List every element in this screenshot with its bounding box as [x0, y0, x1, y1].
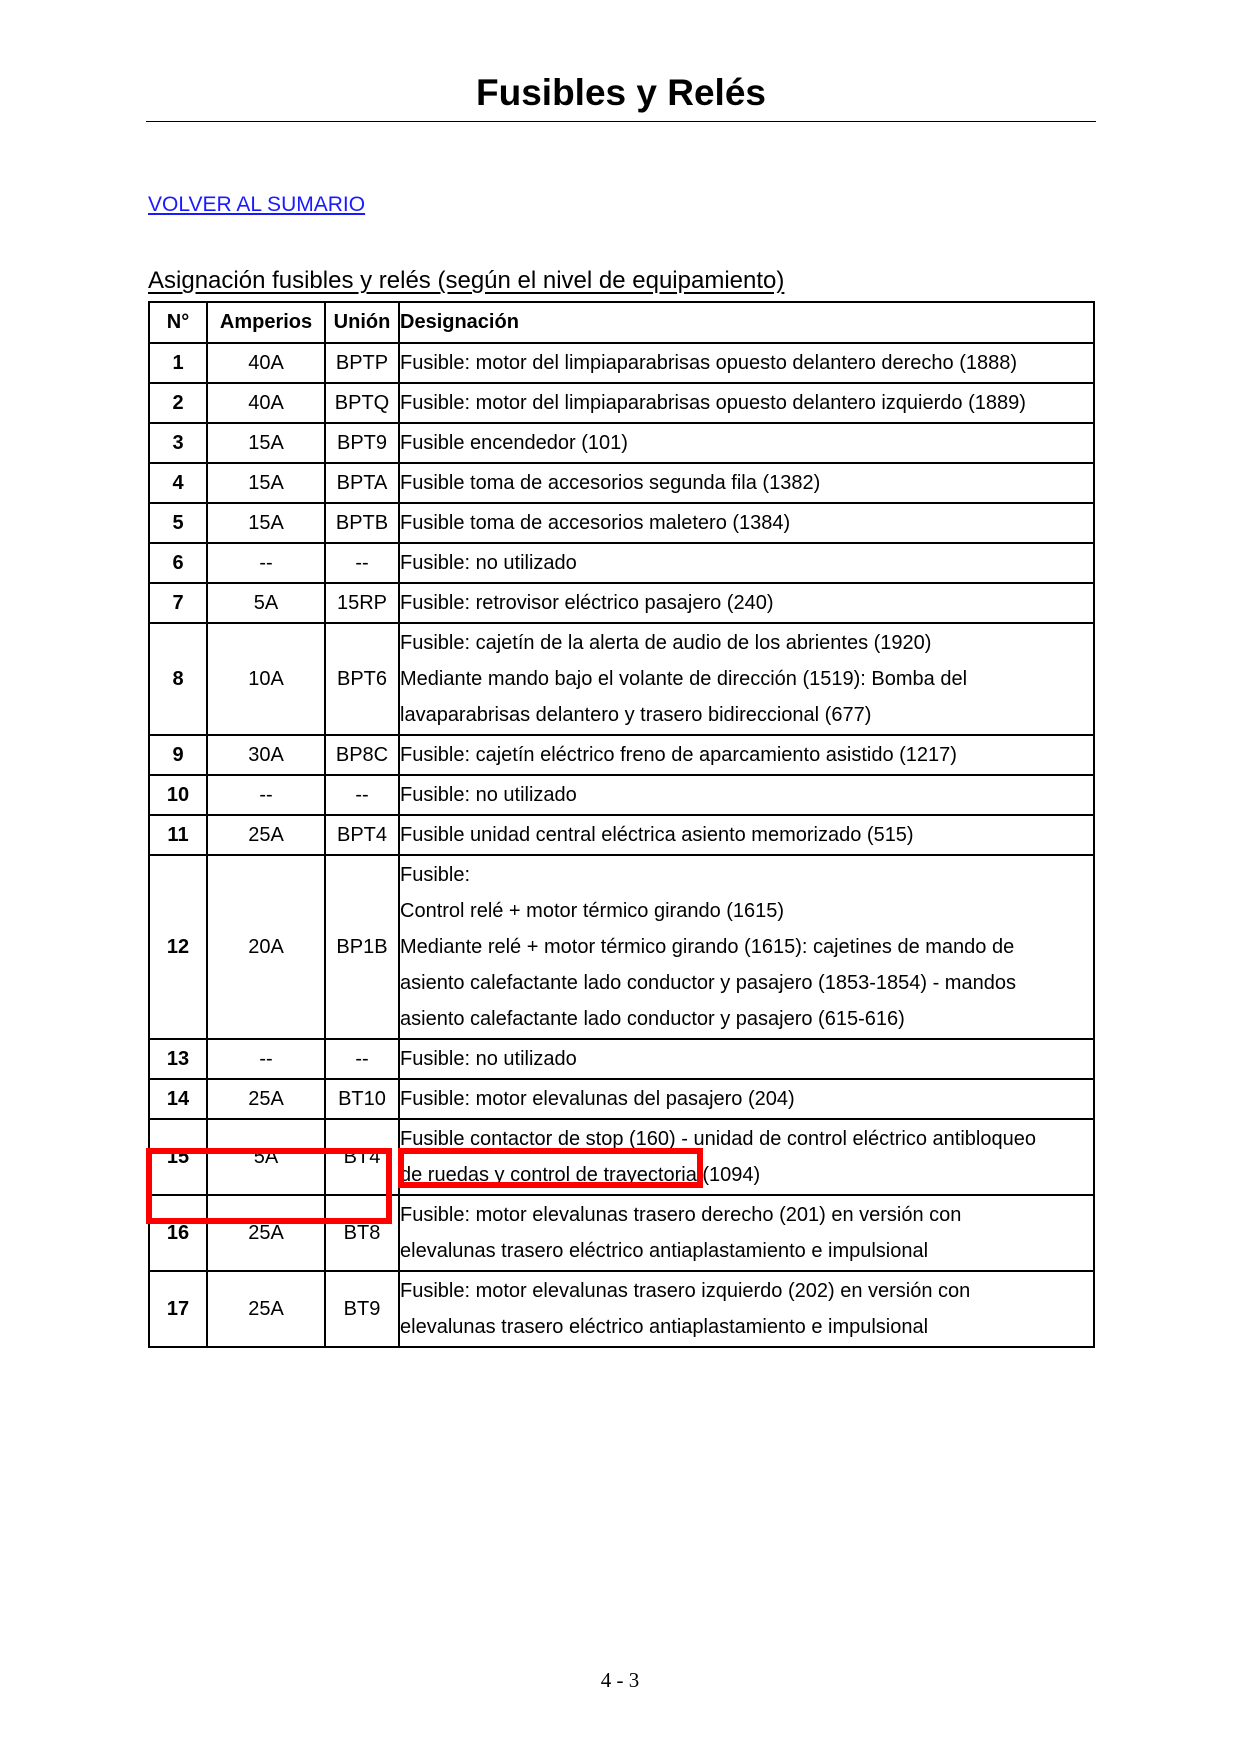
- header-amperios: Amperios: [207, 302, 325, 343]
- table-row: [149, 1271, 1094, 1347]
- designacion-line: elevalunas trasero eléctrico antiaplastamiento e impulsional: [400, 1316, 929, 1338]
- cell-union: BPTQ: [325, 383, 399, 423]
- cell-designacion: [399, 1271, 1094, 1347]
- table-row: [149, 855, 1094, 1039]
- fuse-table-body: [149, 343, 1094, 1347]
- cell-designacion: [399, 543, 1094, 583]
- fuse-table: [148, 301, 1095, 1348]
- cell-union: BPTB: [325, 503, 399, 543]
- designacion-line: Mediante relé + motor térmico girando (1615): cajetines de mando de: [400, 936, 1015, 958]
- table-row: [149, 775, 1094, 815]
- cell-amperios: --: [207, 775, 325, 815]
- designacion-line: Fusible: motor elevalunas trasero derecho (201) en versión con: [400, 1204, 962, 1226]
- cell-designacion: [399, 1039, 1094, 1079]
- designacion-line: Fusible:: [400, 864, 471, 886]
- header-designacion: Designación: [399, 302, 1094, 343]
- cell-n: 9: [149, 735, 207, 775]
- designacion-line: Fusible toma de accesorios segunda fila (1382): [400, 472, 821, 494]
- cell-designacion: [399, 1195, 1094, 1271]
- cell-amperios: 10A: [207, 623, 325, 735]
- table-row: [149, 463, 1094, 503]
- cell-amperios: 5A: [207, 583, 325, 623]
- cell-amperios: 15A: [207, 463, 325, 503]
- cell-designacion: [399, 343, 1094, 383]
- cell-n: 4: [149, 463, 207, 503]
- designacion-line: Fusible: motor elevalunas trasero izquierdo (202) en versión con: [400, 1280, 971, 1302]
- designacion-line: Fusible: cajetín eléctrico freno de aparcamiento asistido (1217): [400, 744, 957, 766]
- designacion-line: Fusible: no utilizado: [400, 784, 577, 806]
- designacion-line: Fusible encendedor (101): [400, 432, 628, 454]
- designacion-line: elevalunas trasero eléctrico antiaplastamiento e impulsional: [400, 1240, 929, 1262]
- designacion-line: lavaparabrisas delantero y trasero bidireccional (677): [400, 704, 872, 726]
- designacion-line: asiento calefactante lado conductor y pasajero (615-616): [400, 1008, 905, 1030]
- cell-amperios: --: [207, 1039, 325, 1079]
- cell-designacion: [399, 855, 1094, 1039]
- cell-n: 17: [149, 1271, 207, 1347]
- table-row: [149, 815, 1094, 855]
- title-divider: [146, 121, 1096, 122]
- designacion-line: Fusible toma de accesorios maletero (1384): [400, 512, 791, 534]
- designacion-line: Fusible: motor elevalunas del pasajero (204): [400, 1088, 795, 1110]
- cell-n: 15: [149, 1119, 207, 1195]
- designacion-line: asiento calefactante lado conductor y pasajero (1853-1854) - mandos: [400, 972, 1016, 994]
- cell-union: BPT6: [325, 623, 399, 735]
- cell-designacion: [399, 423, 1094, 463]
- table-row: [149, 623, 1094, 735]
- cell-designacion: [399, 383, 1094, 423]
- cell-amperios: 25A: [207, 1195, 325, 1271]
- table-row: [149, 343, 1094, 383]
- cell-designacion: [399, 623, 1094, 735]
- header-union: Unión: [325, 302, 399, 343]
- table-row: [149, 1079, 1094, 1119]
- cell-amperios: --: [207, 543, 325, 583]
- designacion-line: Fusible unidad central eléctrica asiento memorizado (515): [400, 824, 914, 846]
- cell-designacion: [399, 463, 1094, 503]
- cell-n: 7: [149, 583, 207, 623]
- cell-n: 10: [149, 775, 207, 815]
- cell-union: --: [325, 543, 399, 583]
- cell-amperios: 25A: [207, 815, 325, 855]
- cell-n: 3: [149, 423, 207, 463]
- cell-n: 8: [149, 623, 207, 735]
- designacion-line: Fusible: retrovisor eléctrico pasajero (240): [400, 592, 774, 614]
- table-row: [149, 583, 1094, 623]
- table-row: [149, 383, 1094, 423]
- designacion-line: Control relé + motor térmico girando (1615): [400, 900, 785, 922]
- cell-union: BP8C: [325, 735, 399, 775]
- table-row: [149, 735, 1094, 775]
- cell-n: 14: [149, 1079, 207, 1119]
- cell-amperios: 40A: [207, 343, 325, 383]
- designacion-line: Mediante mando bajo el volante de dirección (1519): Bomba del: [400, 668, 968, 690]
- designacion-line: de ruedas y control de trayectoria (1094): [400, 1164, 761, 1186]
- cell-union: BPT4: [325, 815, 399, 855]
- table-row: [149, 1195, 1094, 1271]
- cell-union: BP1B: [325, 855, 399, 1039]
- cell-union: BT4: [325, 1119, 399, 1195]
- cell-n: 13: [149, 1039, 207, 1079]
- table-row: [149, 503, 1094, 543]
- cell-designacion: [399, 1119, 1094, 1195]
- page-number: 4 - 3: [600, 1668, 640, 1692]
- cell-n: 1: [149, 343, 207, 383]
- cell-n: 16: [149, 1195, 207, 1271]
- table-row: [149, 1039, 1094, 1079]
- cell-union: BT8: [325, 1195, 399, 1271]
- designacion-line: Fusible: no utilizado: [400, 1048, 577, 1070]
- table-row: [149, 543, 1094, 583]
- cell-union: 15RP: [325, 583, 399, 623]
- cell-amperios: 15A: [207, 423, 325, 463]
- cell-designacion: [399, 775, 1094, 815]
- cell-designacion: [399, 503, 1094, 543]
- cell-designacion: [399, 1079, 1094, 1119]
- cell-union: BPT9: [325, 423, 399, 463]
- designacion-line: Fusible: motor del limpiaparabrisas opuesto delantero derecho (1888): [400, 352, 1018, 374]
- cell-amperios: 40A: [207, 383, 325, 423]
- cell-n: 2: [149, 383, 207, 423]
- cell-union: --: [325, 1039, 399, 1079]
- back-to-summary-link[interactable]: VOLVER AL SUMARIO: [148, 193, 366, 216]
- cell-n: 11: [149, 815, 207, 855]
- designacion-line: Fusible: no utilizado: [400, 552, 577, 574]
- cell-amperios: 25A: [207, 1079, 325, 1119]
- designacion-line: Fusible: motor del limpiaparabrisas opuesto delantero izquierdo (1889): [400, 392, 1026, 414]
- cell-n: 12: [149, 855, 207, 1039]
- table-row: [149, 423, 1094, 463]
- page-title: Fusibles y Relés: [476, 72, 766, 113]
- cell-amperios: 25A: [207, 1271, 325, 1347]
- cell-amperios: 20A: [207, 855, 325, 1039]
- table-row: [149, 1119, 1094, 1195]
- cell-n: 6: [149, 543, 207, 583]
- cell-union: BT9: [325, 1271, 399, 1347]
- cell-designacion: [399, 735, 1094, 775]
- designacion-line: Fusible contactor de stop (160) - unidad de control eléctrico antibloqueo: [400, 1128, 1036, 1150]
- cell-union: --: [325, 775, 399, 815]
- cell-n: 5: [149, 503, 207, 543]
- table-header-row: [149, 302, 1094, 343]
- header-n: N°: [149, 302, 207, 343]
- cell-designacion: [399, 815, 1094, 855]
- cell-union: BPTA: [325, 463, 399, 503]
- cell-amperios: 5A: [207, 1119, 325, 1195]
- cell-union: BPTP: [325, 343, 399, 383]
- designacion-line: Fusible: cajetín de la alerta de audio de los abrientes (1920): [400, 632, 932, 654]
- cell-union: BT10: [325, 1079, 399, 1119]
- section-title: Asignación fusibles y relés (según el nivel de equipamiento): [148, 267, 785, 294]
- cell-designacion: [399, 583, 1094, 623]
- cell-amperios: 15A: [207, 503, 325, 543]
- cell-amperios: 30A: [207, 735, 325, 775]
